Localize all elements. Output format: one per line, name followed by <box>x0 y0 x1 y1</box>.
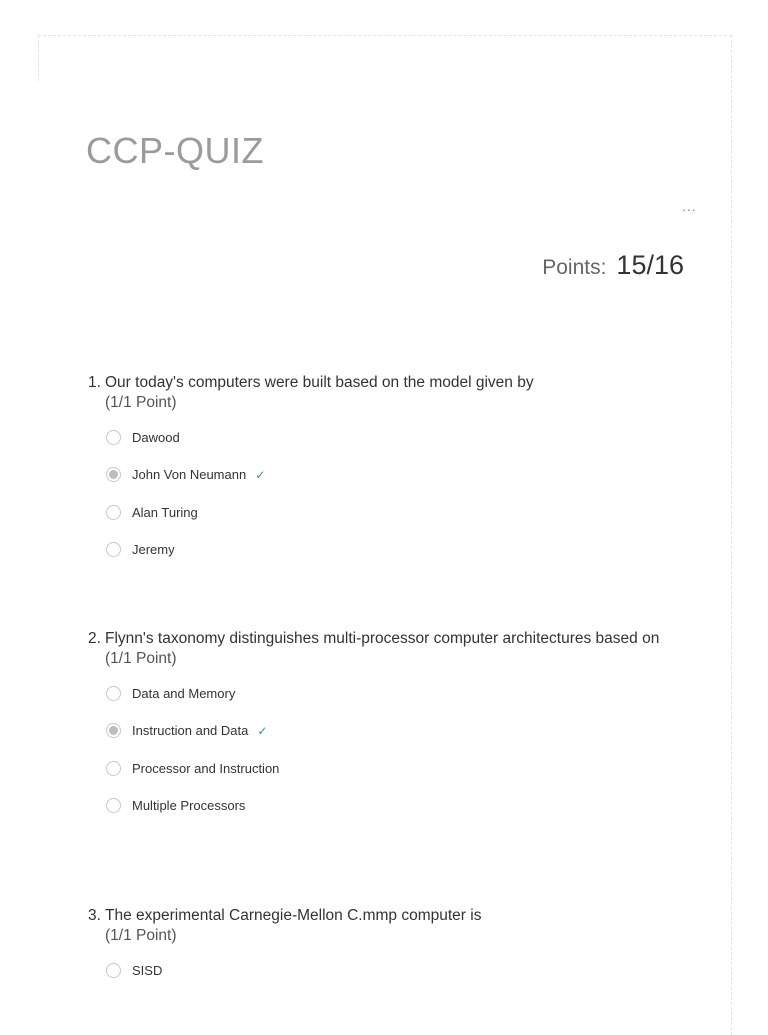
points-summary <box>542 250 684 281</box>
radio-button[interactable] <box>106 686 121 701</box>
options-list <box>106 683 688 816</box>
question-text: Our today's computers were built based on the model given by <box>105 374 534 391</box>
radio-button[interactable] <box>106 798 121 813</box>
question-points: (1/1 Point) <box>105 927 177 944</box>
option-label: Multiple Processors <box>132 798 246 813</box>
radio-button[interactable] <box>106 430 121 445</box>
option-instruction-and-data[interactable] <box>106 721 688 741</box>
radio-button-selected[interactable] <box>106 723 121 738</box>
options-list <box>106 427 688 560</box>
points-value: 15/16 <box>616 250 684 280</box>
radio-button[interactable] <box>106 542 121 557</box>
option-label: Alan Turing <box>132 504 198 520</box>
correct-check-icon: ✓ <box>257 723 268 738</box>
option-john-von-neumann[interactable] <box>106 465 688 485</box>
option-label: SISD <box>132 962 163 978</box>
question-points: (1/1 Point) <box>105 394 177 411</box>
option-sisd[interactable] <box>106 960 688 980</box>
option-label: Instruction and Data <box>132 723 249 738</box>
option-label: Dawood <box>132 429 180 445</box>
points-label: Points: <box>542 256 607 279</box>
option-dawood[interactable] <box>106 427 688 447</box>
option-label: Jeremy <box>132 542 175 557</box>
question-points: (1/1 Point) <box>105 650 177 667</box>
question-number: 2. <box>88 630 101 647</box>
question-text: Flynn's taxonomy distinguishes multi-processor computer architectures based on <box>105 630 660 647</box>
option-label: Data and Memory <box>132 685 236 701</box>
option-processor-and-instruction[interactable] <box>106 758 688 778</box>
radio-button[interactable] <box>106 761 121 776</box>
option-label: John Von Neumann <box>132 467 247 482</box>
question-1 <box>88 373 688 577</box>
option-jeremy[interactable] <box>106 540 688 560</box>
more-options-button[interactable]: ... <box>682 198 697 214</box>
question-text: The experimental Carnegie-Mellon C.mmp computer is <box>105 907 482 924</box>
radio-button[interactable] <box>106 505 121 520</box>
card-border-stub <box>38 35 39 81</box>
option-multiple-processors[interactable] <box>106 796 688 816</box>
option-label: Processor and Instruction <box>132 760 280 776</box>
quiz-title: CCP-QUIZ <box>86 130 264 171</box>
question-3 <box>88 906 688 998</box>
question-number: 3. <box>88 907 101 924</box>
radio-button[interactable] <box>106 963 121 978</box>
option-data-and-memory[interactable] <box>106 683 688 703</box>
options-list <box>106 960 688 980</box>
question-number: 1. <box>88 374 101 391</box>
option-alan-turing[interactable] <box>106 502 688 522</box>
radio-button-selected[interactable] <box>106 467 121 482</box>
correct-check-icon: ✓ <box>255 467 266 482</box>
question-2 <box>88 629 688 833</box>
